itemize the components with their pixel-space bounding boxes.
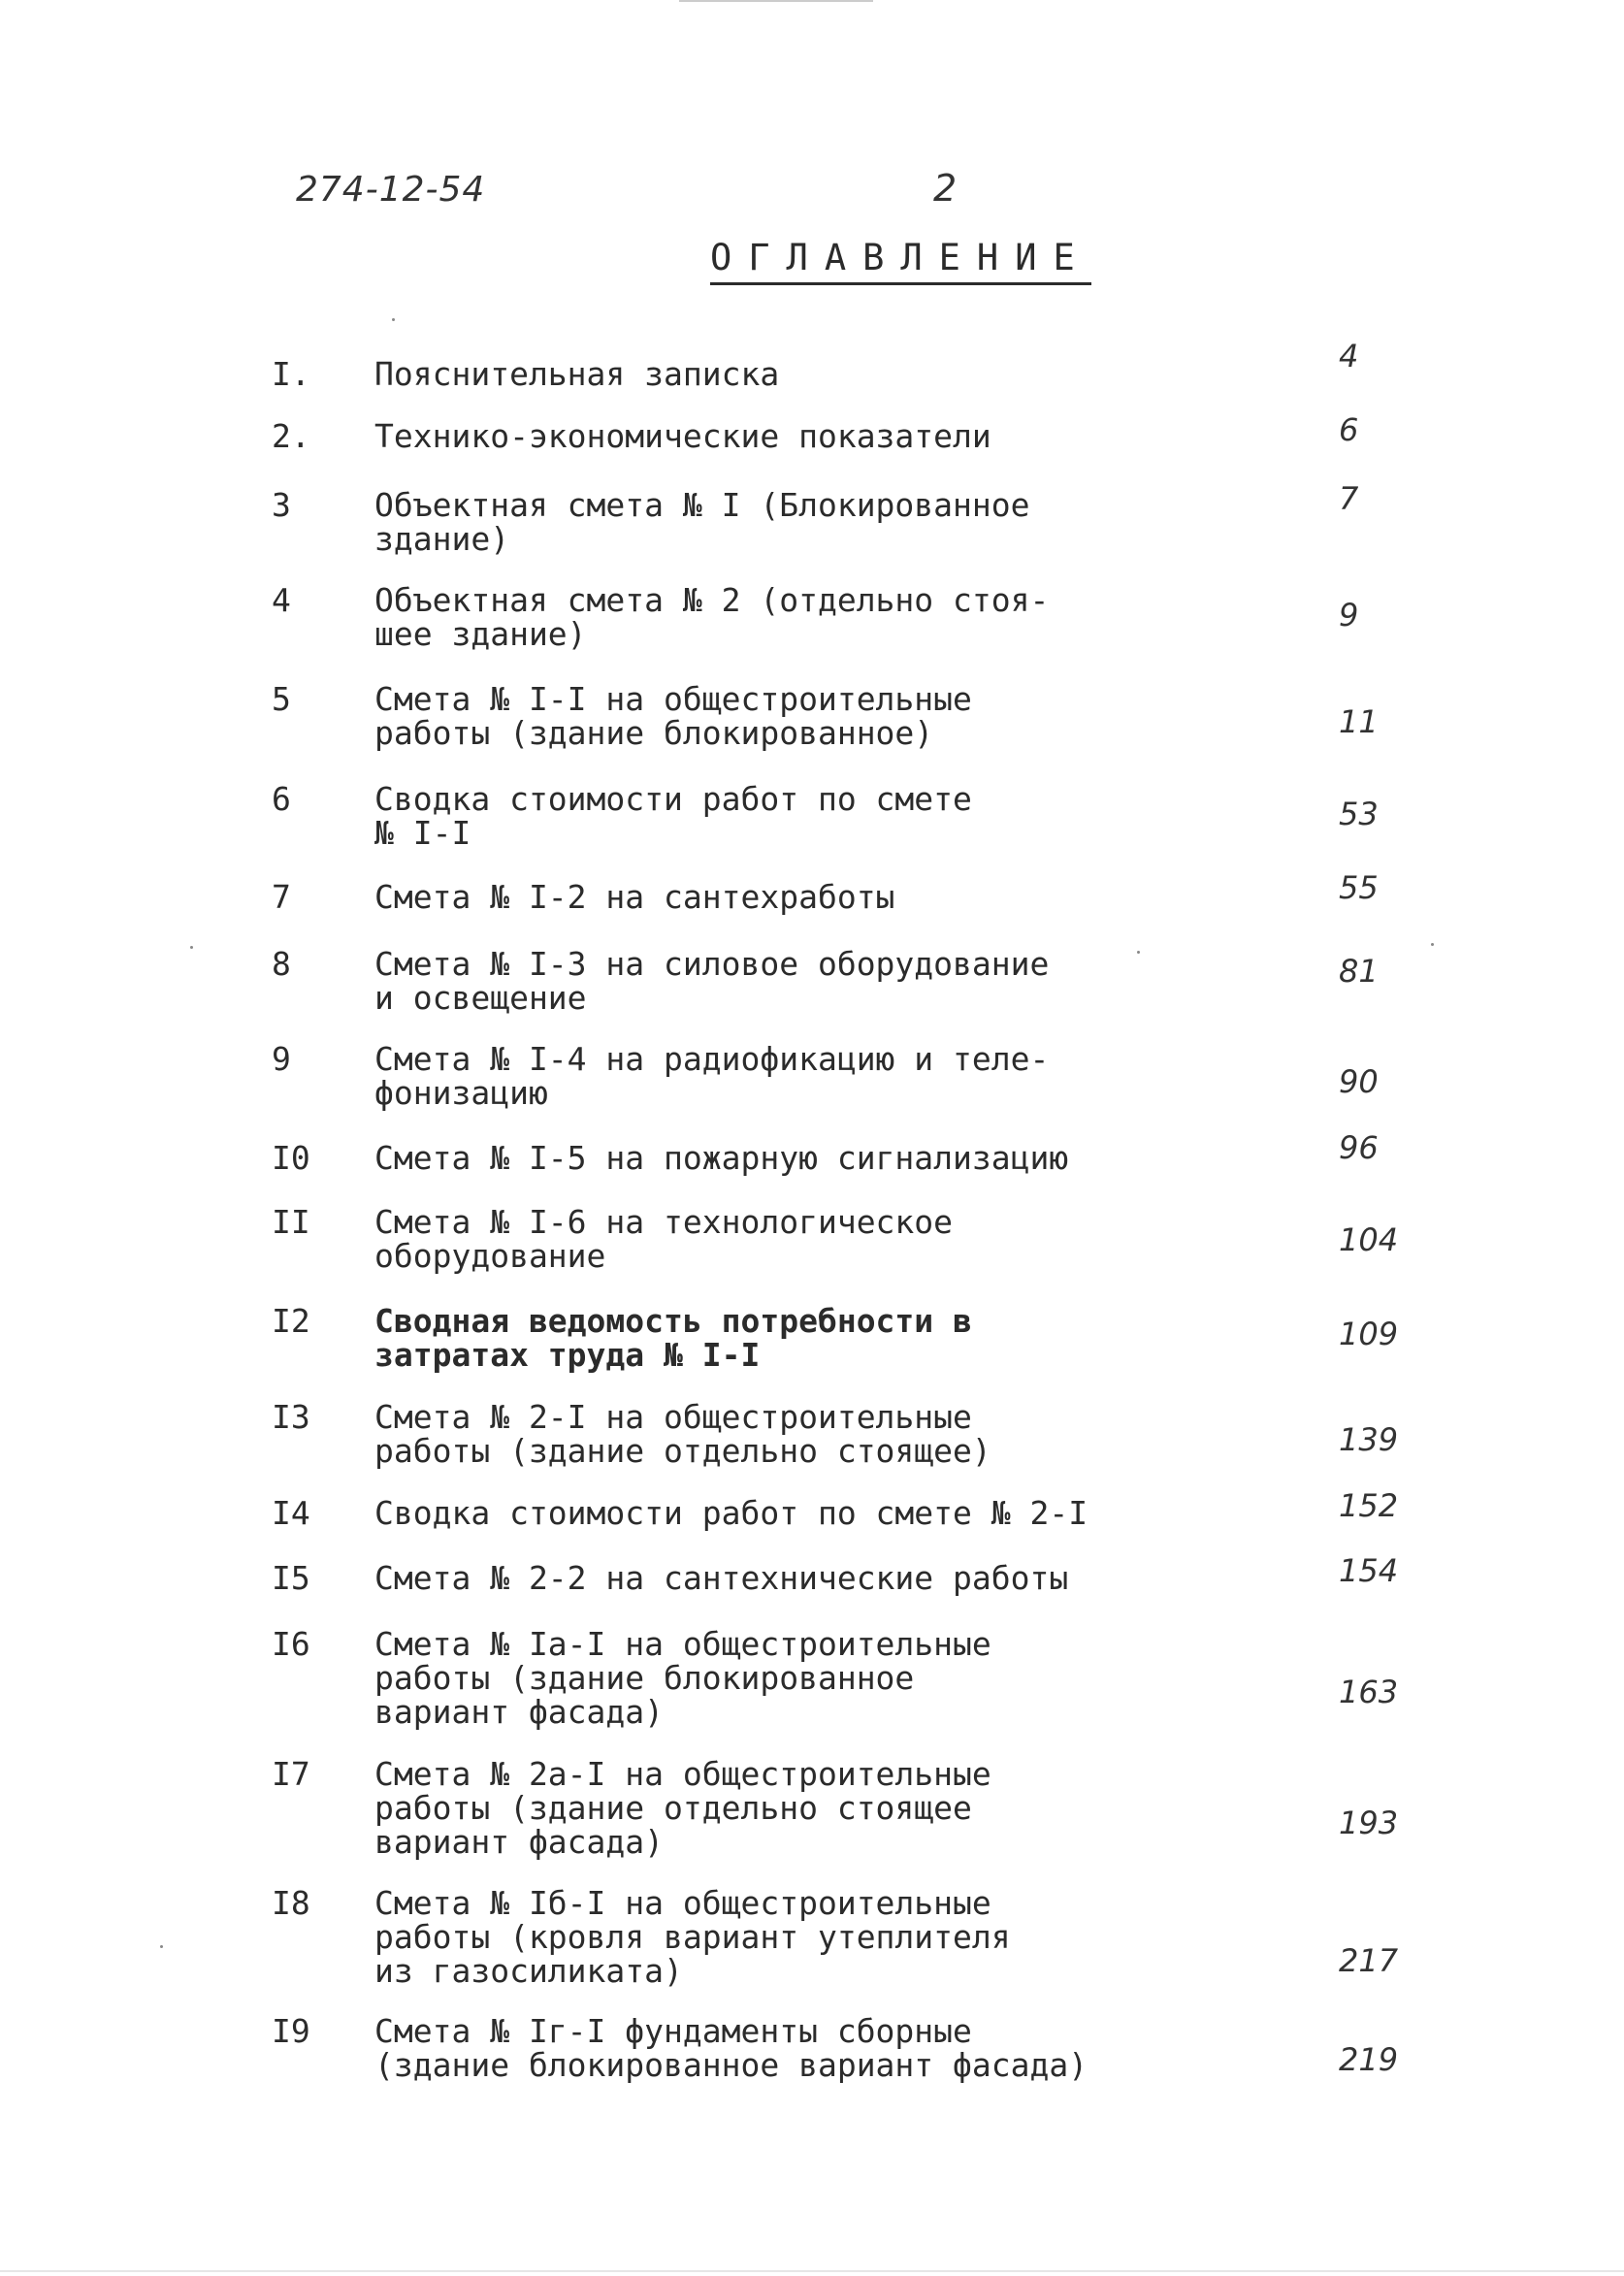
toc-entry-number: 7 — [272, 878, 291, 916]
document-code: 274-12-54 — [296, 170, 486, 210]
toc-entry-number: I0 — [272, 1139, 310, 1177]
scan-speck — [190, 946, 193, 949]
toc-entry-title: Сводка стоимости работ по смете № 2-I — [374, 1494, 1088, 1532]
toc-entry-page: 193 — [1339, 1805, 1399, 1841]
toc-entry-page: 109 — [1339, 1316, 1399, 1352]
toc-entry-number: I6 — [272, 1625, 310, 1663]
toc-entry-page: 55 — [1339, 869, 1379, 906]
toc-entry-title: Пояснительная записка — [374, 355, 780, 393]
toc-entry-title: Объектная смета № I (Блокированное здание) — [374, 486, 1030, 558]
page-title: ОГЛАВЛЕНИЕ — [710, 237, 1091, 285]
toc-entry-number: I5 — [272, 1559, 310, 1597]
toc-entry-number: 8 — [272, 945, 291, 983]
toc-entry-title: Смета № Iб-I на общестроительные работы (кровля вариант утеплителя из газосиликата) — [374, 1884, 1011, 1990]
toc-entry-page: 53 — [1339, 796, 1379, 832]
toc-entry-number: I2 — [272, 1302, 310, 1340]
toc-entry-title: Смета № I-2 на сантехработы — [374, 878, 895, 916]
toc-entry-number: I8 — [272, 1884, 310, 1922]
page-number: 2 — [933, 167, 958, 210]
toc-entry-page: 154 — [1339, 1552, 1399, 1589]
toc-entry-number: I4 — [272, 1494, 310, 1532]
toc-entry-page: 152 — [1339, 1487, 1399, 1524]
toc-entry-title: Смета № I-6 на технологическое оборудование — [374, 1203, 954, 1275]
toc-entry-title: Смета № Iа-I на общестроительные работы (здание блокированное вариант фасада) — [374, 1625, 991, 1731]
toc-entry-number: 3 — [272, 486, 291, 524]
toc-entry-title: Объектная смета № 2 (отдельно стоя- шее здание) — [374, 581, 1050, 653]
toc-entry-number: 6 — [272, 780, 291, 818]
scan-speck — [1431, 943, 1434, 946]
toc-entry-number: I7 — [272, 1755, 310, 1793]
scan-edge-bottom — [0, 2270, 1624, 2272]
toc-entry-title: Технико-экономические показатели — [374, 417, 991, 455]
toc-entry-page: 139 — [1339, 1421, 1399, 1458]
toc-entry-page: 4 — [1339, 338, 1359, 374]
toc-entry-number: I3 — [272, 1398, 310, 1436]
scan-speck — [160, 1945, 163, 1948]
toc-entry-number: I. — [272, 355, 310, 393]
toc-entry-page: 81 — [1339, 953, 1379, 990]
toc-entry-title: Смета № 2-I на общестроительные работы (здание отдельно стоящее) — [374, 1398, 991, 1470]
toc-entry-title: Смета № I-5 на пожарную сигнализацию — [374, 1139, 1069, 1177]
scan-speck — [1137, 951, 1140, 954]
toc-entry-page: 6 — [1339, 411, 1359, 448]
toc-entry-title: Сводка стоимости работ по смете № I-I — [374, 780, 972, 852]
toc-entry-page: 217 — [1339, 1942, 1399, 1979]
toc-entry-number: II — [272, 1203, 310, 1241]
toc-entry-title: Смета № I-I на общестроительные работы (здание блокированное) — [374, 680, 972, 752]
toc-entry-page: 219 — [1339, 2041, 1399, 2078]
toc-entry-title: Смета № 2-2 на сантехнические работы — [374, 1559, 1069, 1597]
toc-entry-title: Смета № Iг-I фундаменты сборные (здание блокированное вариант фасада) — [374, 2012, 1088, 2084]
toc-entry-page: 9 — [1339, 597, 1359, 634]
toc-entry-title: Смета № 2а-I на общестроительные работы (здание отдельно стоящее вариант фасада) — [374, 1755, 991, 1861]
toc-entry-number: I9 — [272, 2012, 310, 2050]
toc-entry-number: 4 — [272, 581, 291, 619]
toc-entry-title: Смета № I-4 на радиофикацию и теле- фонизацию — [374, 1040, 1050, 1112]
toc-entry-page: 11 — [1339, 703, 1379, 740]
toc-entry-page: 104 — [1339, 1221, 1399, 1258]
toc-entry-number: 2. — [272, 417, 310, 455]
scan-speck — [392, 318, 395, 321]
toc-entry-title: Сводная ведомость потребности в затратах труда № I-I — [374, 1302, 972, 1374]
toc-entry-page: 90 — [1339, 1063, 1379, 1100]
toc-entry-page: 7 — [1339, 480, 1359, 517]
toc-entry-number: 9 — [272, 1040, 291, 1078]
toc-entry-page: 96 — [1339, 1129, 1379, 1166]
toc-entry-page: 163 — [1339, 1674, 1399, 1710]
toc-entry-title: Смета № I-3 на силовое оборудование и освещение — [374, 945, 1050, 1017]
toc-entry-number: 5 — [272, 680, 291, 718]
